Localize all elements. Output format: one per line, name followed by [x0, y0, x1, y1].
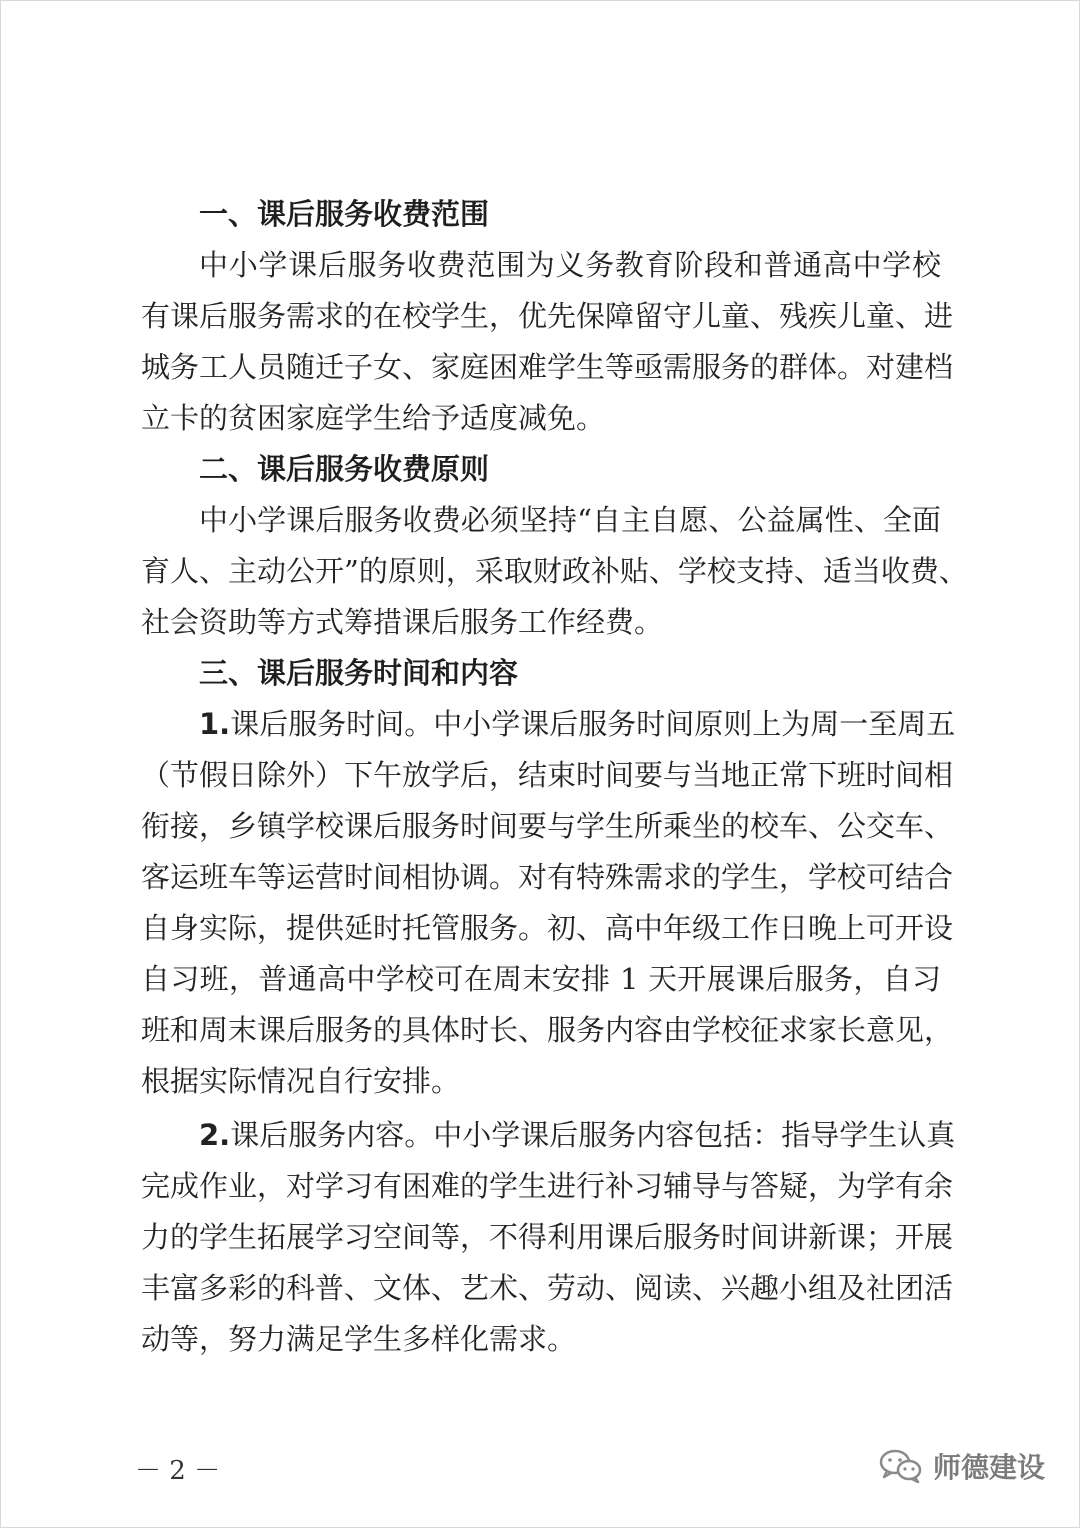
page-number: － 2 －	[135, 1456, 221, 1486]
paragraph-line: 中小学课后服务收费必须坚持“自主自愿、公益属性、全面	[199, 503, 941, 537]
paragraph-line: 自习班，普通高中学校可在周末安排 1 天开展课后服务，自习	[141, 962, 941, 996]
paragraph-line: 完成作业，对学习有困难的学生进行补习辅导与答疑，为学有余	[141, 1169, 954, 1203]
section-heading-3: 三、课后服务时间和内容	[199, 656, 519, 690]
paragraph-line: 根据实际情况自行安排。	[141, 1064, 461, 1098]
paragraph	[141, 495, 968, 648]
item-number: 2.	[199, 1118, 231, 1152]
watermark-text: 师德建设	[932, 1451, 1045, 1484]
wechat-icon	[879, 1449, 923, 1483]
paragraph-line: 有课后服务需求的在校学生，优先保障留守儿童、残疾儿童、进	[141, 299, 954, 333]
section-heading-1: 一、课后服务收费范围	[199, 197, 490, 231]
paragraph-line: 中小学课后服务收费范围为义务教育阶段和普通高中学校	[199, 248, 941, 282]
paragraph-line: （节假日除外）下午放学后，结束时间要与当地正常下班时间相	[141, 758, 954, 792]
paragraph-line	[141, 1110, 956, 1161]
paragraph-line: 城务工人员随迁子女、家庭困难学生等亟需服务的群体。对建档	[141, 350, 954, 384]
watermark	[879, 1446, 1045, 1486]
paragraph-line: 动等，努力满足学生多样化需求。	[141, 1322, 577, 1356]
paragraph-line: 衔接，乡镇学校课后服务时间要与学生所乘坐的校车、公交车、	[141, 809, 954, 843]
paragraph-line: 力的学生拓展学习空间等，不得利用课后服务时间讲新课；开展	[141, 1220, 954, 1254]
paragraph-line: 班和周末课后服务的具体时长、服务内容由学校征求家长意见，	[141, 1013, 954, 1047]
item-number: 1.	[199, 707, 231, 741]
paragraph-line-text: 课后服务内容。中小学课后服务内容包括：指导学生认真	[230, 1118, 956, 1152]
paragraph-line: 客运班车等运营时间相协调。对有特殊需求的学生，学校可结合	[141, 860, 954, 894]
paragraph-line	[141, 699, 956, 750]
paragraph-content	[141, 1110, 956, 1365]
paragraph-time	[141, 699, 956, 1107]
paragraph-line: 自身实际，提供延时托管服务。初、高中年级工作日晚上可开设	[141, 911, 954, 945]
paragraph-line: 育人、主动公开”的原则，采取财政补贴、学校支持、适当收费、	[141, 554, 968, 588]
section-heading-2: 二、课后服务收费原则	[199, 452, 490, 486]
paragraph-line: 立卡的贫困家庭学生给予适度减免。	[141, 401, 606, 435]
paragraph-line-text: 课后服务时间。中小学课后服务时间原则上为周一至周五	[230, 707, 956, 741]
document-body	[141, 189, 968, 1365]
paragraph-line: 社会资助等方式筹措课后服务工作经费。	[141, 605, 664, 639]
paragraph	[141, 240, 954, 444]
paragraph-line: 丰富多彩的科普、文体、艺术、劳动、阅读、兴趣小组及社团活	[141, 1271, 954, 1305]
